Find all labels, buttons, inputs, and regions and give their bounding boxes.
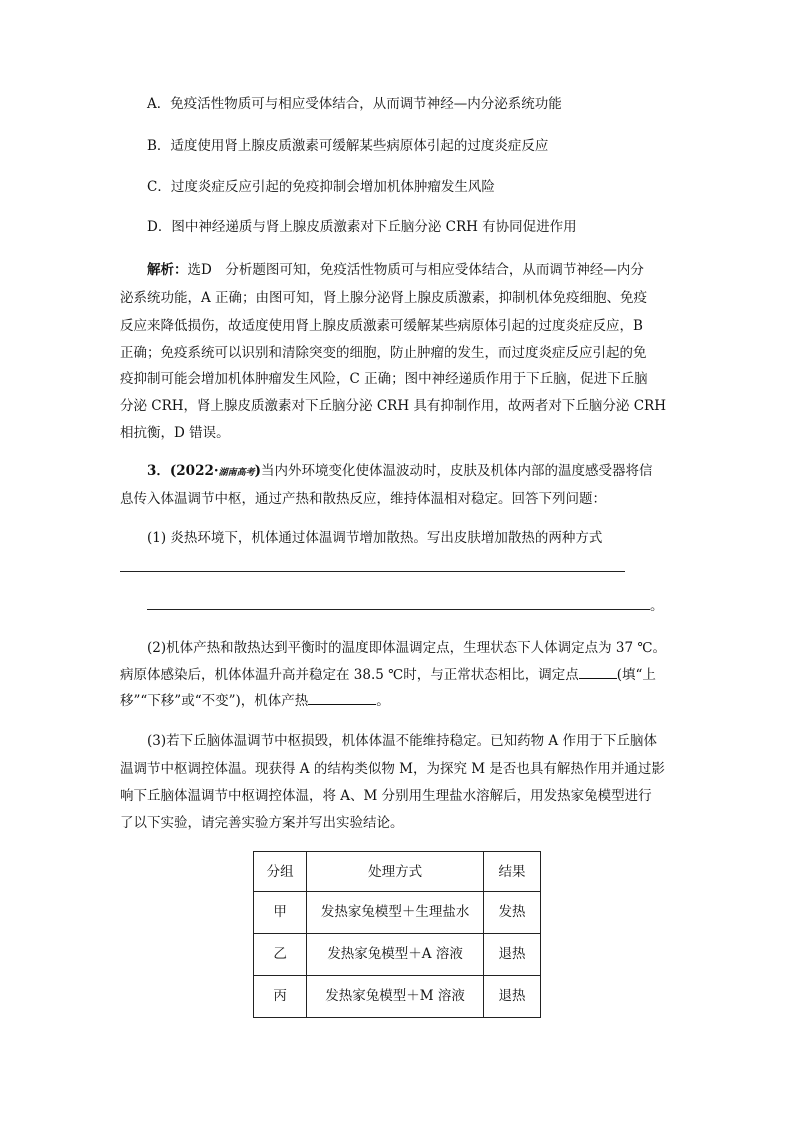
subquestion-3-line-1: (3)若下丘脑体温调节中枢损毁，机体体温不能维持稳定。已知药物 A 作用于下丘脑体: [147, 733, 657, 749]
analysis-line-2: 泌系统功能，A 正确；由图可知，肾上腺分泌肾上腺皮质激素，抑制机体免疫细胞、免疫: [120, 290, 648, 306]
analysis-line-5: 疫抑制可能会增加机体肿瘤发生风险，C 正确；图中神经递质作用于下丘脑，促进下丘脑: [120, 371, 648, 387]
question3-line-2: 息传入体温调节中枢，通过产热和散热反应，维持体温相对稳定。回答下列问题：: [120, 491, 606, 507]
analysis-line-3: 反应来降低损伤，故适度使用肾上腺皮质激素可缓解某些病原体引起的过度炎症反应，B: [120, 318, 643, 334]
table-row: [254, 976, 541, 1018]
group-cell: 乙: [254, 934, 307, 976]
subquestion-2-line-1: (2)机体产热和散热达到平衡时的温度即体温调定点，生理状态下人体调定点为 37 ℃。: [147, 640, 666, 656]
analysis-label: 解析：: [147, 262, 188, 278]
answer-line-2[interactable]: [147, 609, 650, 610]
question-source: 湖南高考: [218, 468, 255, 478]
treatment-cell: 发热家兔模型＋生理盐水: [307, 892, 484, 934]
analysis-line-7: 相抗衡，D 错误。: [120, 425, 230, 441]
subquestion-2-line-3: 移”“下移”或“不变”)，机体产热 。: [120, 690, 390, 711]
subquestion-3-line-2: 温调节中枢调控体温。现获得 A 的结构类似物 M，为探究 M 是否也具有解热作用并通过影: [120, 761, 665, 777]
question3-line-1: 3．(2022·湖南高考)当内外环境变化使体温波动时，皮肤及机体内部的温度感受器将信: [147, 463, 653, 479]
subquestion-1: (1) 炎热环境下，机体通过体温调节增加散热。写出皮肤增加散热的两种方式: [147, 530, 603, 546]
treatment-cell: 发热家兔模型＋M 溶液: [307, 976, 484, 1018]
answer-line-1[interactable]: [120, 571, 625, 572]
header-group: 分组: [254, 852, 307, 892]
analysis-line-6: 分泌 CRH，肾上腺皮质激素对下丘脑分泌 CRH 具有抑制作用，故两者对下丘脑分泌 CRH: [120, 398, 666, 414]
group-cell: 甲: [254, 892, 307, 934]
result-cell: 退热: [483, 976, 540, 1018]
experiment-table: [253, 851, 541, 1018]
option-a: A．免疫活性物质可与相应受体结合，从而调节神经—内分泌系统功能: [147, 96, 562, 112]
treatment-cell: 发热家兔模型＋A 溶液: [307, 934, 484, 976]
header-result: 结果: [483, 852, 540, 892]
analysis-line-4: 正确；免疫系统可以识别和清除突变的细胞，防止肿瘤的发生，而过度炎症反应引起的免: [120, 345, 647, 361]
header-treatment: 处理方式: [307, 852, 484, 892]
subquestion-3-line-3: 响下丘脑体温调节中枢调控体温，将 A、M 分别用生理盐水溶解后，用发热家兔模型进行: [120, 788, 652, 804]
answer-end-period: 。: [650, 598, 664, 614]
subquestion-3-line-4: 了以下实验，请完善实验方案并写出实验结论。: [120, 815, 404, 831]
analysis-line-1: 解析：选D 分析题图可知，免疫活性物质可与相应受体结合，从而调节神经—内分: [147, 262, 644, 278]
question-number: 3．: [147, 463, 170, 479]
result-cell: 发热: [483, 892, 540, 934]
table-row: [254, 934, 541, 976]
option-d: D．图中神经递质与肾上腺皮质激素对下丘脑分泌 CRH 有协同促进作用: [147, 219, 577, 235]
option-c: C．过度炎症反应引起的免疫抑制会增加机体肿瘤发生风险: [147, 179, 495, 195]
result-cell: 退热: [483, 934, 540, 976]
subquestion-2-line-2: 病原体感染后，机体体温升高并稳定在 38.5 ℃时，与正常状态相比，调定点 (填“上: [120, 664, 656, 685]
table-header-row: [254, 852, 541, 892]
setpoint-blank[interactable]: [579, 664, 617, 679]
group-cell: 丙: [254, 976, 307, 1018]
table-row: [254, 892, 541, 934]
heat-production-blank[interactable]: [308, 690, 376, 705]
option-b: B．适度使用肾上腺皮质激素可缓解某些病原体引起的过度炎症反应: [147, 138, 549, 154]
